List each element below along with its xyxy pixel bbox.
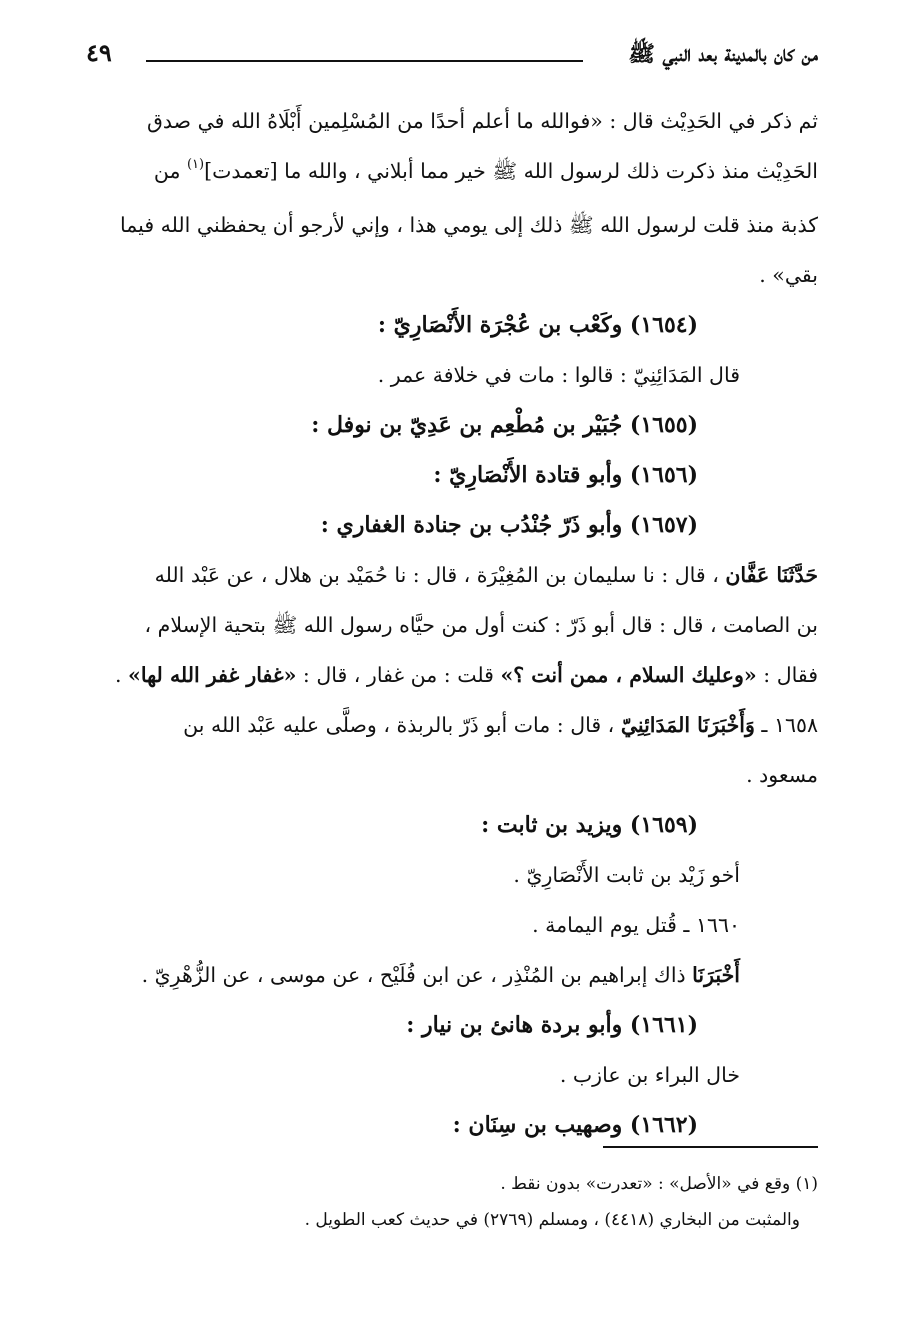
- footnote-1-continuation: والمثبت من البخاري (٤٤١٨) ، ومسلم (٢٧٦٩) في حديث كعب الطويل .: [304, 1210, 800, 1230]
- entry-heading-1657: (١٦٥٧) وأبو ذَرّ جُنْدُب بن جنادة الغفاري :: [320, 512, 698, 538]
- footnote-1: (١) وقع في «الأصل» : «تعدرت» بدون نقط .: [500, 1174, 818, 1194]
- text-line: .: [115, 663, 129, 687]
- text-line: بقي» .: [759, 263, 818, 287]
- header-rule: [146, 60, 583, 62]
- main-text: [86, 96, 818, 1150]
- text-line: الحَدِيْث منذ ذكرت ذلك لرسول الله ﷺ خير مما أبلاني ، والله ما [تعمدت]: [204, 159, 818, 183]
- entry-heading-1659: (١٦٥٩) ويزيد بن ثابت :: [481, 812, 698, 838]
- text-line: كذبة منذ قلت لرسول الله ﷺ ذلك إلى يومي هذا ، وإني لأرجو أن يحفظني الله فيما: [120, 213, 818, 237]
- entry-text-1660: ١٦٦٠ ـ قُتل يوم اليمامة .: [532, 913, 740, 937]
- narration-1657-line: [86, 600, 818, 650]
- text-line: ، قال : نا سليمان بن المُغِيْرَة ، قال : نا حُمَيْد بن هلال ، عن عَبْد الله: [154, 563, 726, 587]
- page-header: [86, 32, 818, 72]
- paragraph-line: [86, 146, 818, 200]
- footnotes: [86, 1146, 818, 1238]
- page-number: ٤٩: [86, 38, 112, 67]
- text-line: بن الصامت ، قال : قال أبو ذَرّ : كنت أول من حيَّاه رسول الله ﷺ بتحية الإسلام ،: [144, 613, 818, 637]
- narration-1658-line: [86, 750, 818, 800]
- paragraph-line: [86, 200, 818, 250]
- text-line: مسعود .: [746, 763, 818, 787]
- text-line: ١٦٥٨ ـ: [754, 713, 818, 737]
- running-title: من كان بالمدينة بعد النبي ﷺ: [628, 41, 818, 67]
- narration-1657-line: [86, 550, 818, 600]
- hadith-quote: «غفار غفر الله لها»: [128, 663, 297, 687]
- narrator-phrase: حَدَّثَنَا عَفَّان: [725, 563, 818, 587]
- footnote-rule: [603, 1146, 818, 1148]
- paragraph-line: [86, 250, 818, 300]
- entry-text-1661: خال البراء بن عازب .: [559, 1063, 740, 1087]
- text-line: ذاك إبراهيم بن المُنْذِر ، عن ابن فُلَيْح ، عن موسى ، عن الزُّهْرِيّ .: [141, 963, 693, 987]
- paragraph-line: [86, 96, 818, 146]
- text-line: فقال :: [756, 663, 818, 687]
- footnote-reference[interactable]: (١): [186, 157, 205, 172]
- text-line: ثم ذكر في الحَدِيْث قال : «فوالله ما أعلم أحدًا من المُسْلِمين أَبْلَاهُ الله في صدق: [146, 109, 818, 133]
- entry-heading-1661: (١٦٦١) وأبو بردة هانئ بن نيار :: [406, 1012, 698, 1038]
- entry-heading-1654: (١٦٥٤) وكَعْب بن عُجْرَة الأَنْصَارِيّ :: [377, 312, 698, 338]
- narration-1660-line: [86, 950, 818, 1000]
- narration-1657-line: [86, 650, 818, 700]
- entry-heading-1656: (١٦٥٦) وأبو قتادة الأَنْصَارِيّ :: [433, 462, 698, 488]
- narrator-phrase: أَخْبَرَنَا: [692, 963, 740, 987]
- entry-text-1659: أخو زَيْد بن ثابت الأَنْصَارِيّ .: [513, 863, 740, 887]
- text-line: ، قال : مات أبو ذَرّ بالربذة ، وصلَّى عليه عَبْد الله بن: [183, 713, 621, 737]
- entry-heading-1662: (١٦٦٢) وصهيب بن سِنَان :: [452, 1112, 698, 1138]
- entry-heading-1655: (١٦٥٥) جُبَيْر بن مُطْعِم بن عَدِيّ بن نوفل :: [311, 412, 698, 438]
- narrator-phrase: وَأَخْبَرَنَا المَدَائِنِيّ: [620, 713, 755, 737]
- text-line: قلت : من غفار ، قال :: [296, 663, 501, 687]
- entry-text-1654: قال المَدَائِنِيّ : قالوا : مات في خلافة عمر .: [377, 363, 740, 387]
- narration-1658-line: [86, 700, 818, 750]
- text-line: من: [153, 159, 187, 183]
- hadith-quote: «وعليك السلام ، ممن أنت ؟»: [500, 663, 757, 687]
